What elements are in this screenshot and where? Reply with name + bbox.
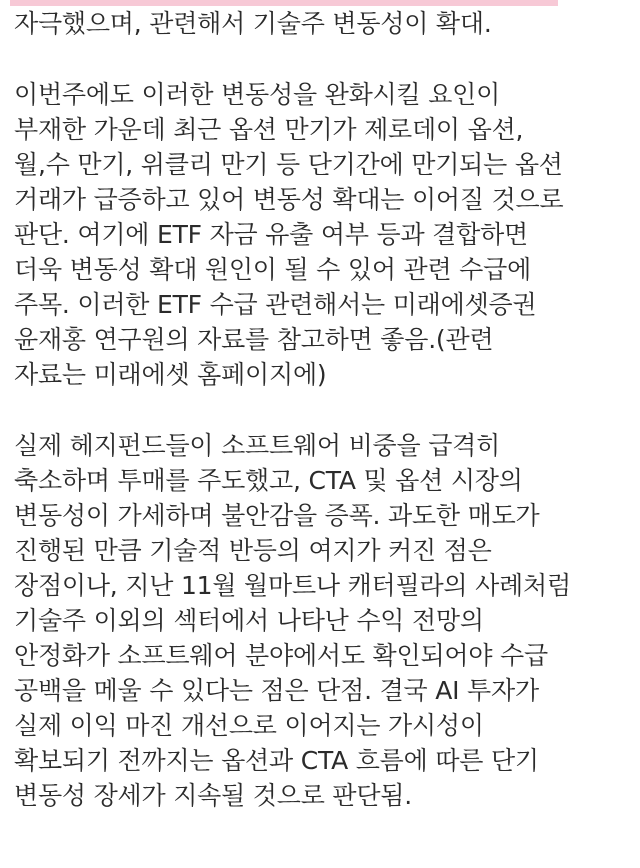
text-line: 윤재홍 연구원의 자료를 참고하면 좋음.(관련 — [14, 325, 494, 354]
text-line: 장점이나, 지난 11월 월마트나 캐터필라의 사례처럼 — [14, 571, 571, 600]
text-line: 진행된 만큼 기술적 반등의 여지가 커진 점은 — [14, 536, 492, 565]
text-line: 자극했으며, 관련해서 기술주 변동성이 확대. — [14, 9, 492, 38]
text-line: 변동성이 가세하며 불안감을 증폭. 과도한 매도가 — [14, 501, 540, 530]
text-line: 거래가 급증하고 있어 변동성 확대는 이어질 것으로 — [14, 185, 564, 214]
text-line: 기술주 이외의 섹터에서 나타난 수익 전망의 — [14, 606, 484, 635]
paragraph-2 — [14, 77, 634, 392]
paragraph-gap — [14, 392, 634, 428]
paragraph-gap — [14, 41, 634, 77]
text-line: 실제 헤지펀드들이 소프트웨어 비중을 급격히 — [14, 431, 501, 460]
text-line: 이번주에도 이러한 변동성을 완화시킬 요인이 — [14, 80, 501, 109]
article-body — [14, 6, 634, 813]
text-line: 판단. 여기에 ETF 자금 유출 여부 등과 결합하면 — [14, 220, 528, 249]
text-line: 축소하며 투매를 주도했고, CTA 및 옵션 시장의 — [14, 466, 523, 495]
text-line: 월,수 만기, 위클리 만기 등 단기간에 만기되는 옵션 — [14, 150, 563, 179]
text-line: 자료는 미래에셋 홈페이지에) — [14, 360, 327, 389]
text-line: 확보되기 전까지는 옵션과 CTA 흐름에 따른 단기 — [14, 746, 539, 775]
text-line: 주목. 이러한 ETF 수급 관련해서는 미래에셋증권 — [14, 290, 537, 319]
text-line: 부재한 가운데 최근 옵션 만기가 제로데이 옵션, — [14, 115, 524, 144]
text-line: 안정화가 소프트웨어 분야에서도 확인되어야 수급 — [14, 641, 548, 670]
paragraph-1 — [14, 6, 634, 41]
text-line: 공백을 메울 수 있다는 점은 단점. 결국 AI 투자가 — [14, 676, 539, 705]
paragraph-3 — [14, 428, 634, 813]
text-line: 더욱 변동성 확대 원인이 될 수 있어 관련 수급에 — [14, 255, 532, 284]
text-line: 변동성 장세가 지속될 것으로 판단됨. — [14, 781, 412, 810]
text-line: 실제 이익 마진 개선으로 이어지는 가시성이 — [14, 711, 484, 740]
